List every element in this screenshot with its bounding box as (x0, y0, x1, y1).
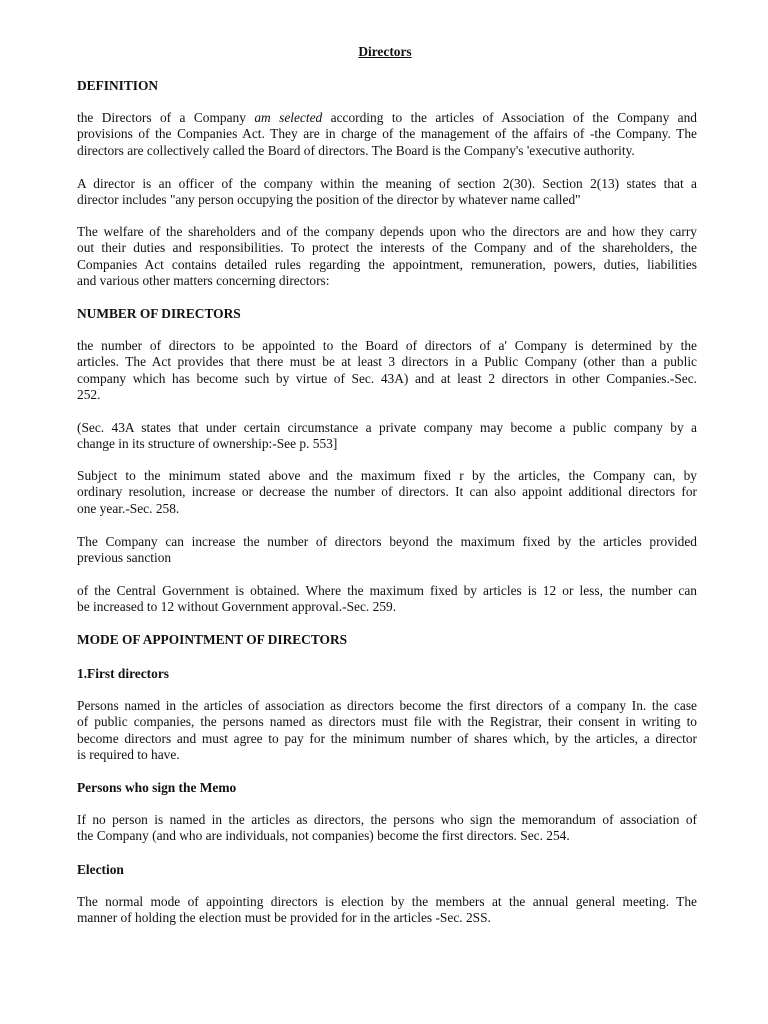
paragraph-line: company which has become such by virtue of Sec. 43A) and at least 2 directors in other Companies.-Sec. (77, 370, 697, 386)
paragraph-line: one year.-Sec. 258. (77, 500, 180, 516)
paragraph-line: the Directors of a Company am selected according to the articles of Association of the Company and (77, 110, 697, 125)
paragraph-line: Persons named in the articles of association as directors become the first directors of a company In. the case (77, 698, 697, 713)
subheading-persons-who-sign-memo: Persons who sign the Memo (77, 780, 237, 795)
paragraph-line: change in its structure of ownership:-See p. 553] (77, 436, 338, 452)
paragraph-line: out their duties and responsibilities. To protect the interests of the Company and of the shareholders, the (77, 240, 697, 256)
paragraph-number-3 (77, 468, 697, 517)
paragraph-number-2 (77, 420, 697, 453)
subheading-first-directors: 1.First directors (77, 666, 169, 681)
paragraph-line: Companies Act contains detailed rules regarding the appointment, remuneration, powers, duties, liabilities (77, 256, 697, 272)
paragraph-line: If no person is named in the articles as directors, the persons who sign the memorandum of association of (77, 812, 697, 827)
paragraph-line: and various other matters concerning directors: (77, 273, 330, 289)
paragraph-line: director includes "any person occupying the position of the director by whatever name called" (77, 192, 581, 208)
paragraph-definition-1 (77, 110, 697, 159)
paragraph-definition-3 (77, 224, 697, 290)
paragraph-line: provisions of the Companies Act. They are in charge of the management of the affairs of -the Company. The (77, 126, 697, 142)
paragraph-line: the number of directors to be appointed to the Board of directors of a' Company is determined by the (77, 338, 697, 353)
paragraph-election (77, 894, 697, 927)
paragraph-line: become directors and must agree to pay for the minimum number of shares which, by the articles, a director (77, 730, 697, 746)
paragraph-line: of public companies, the persons named as directors must file with the Registrar, their consent in writing to (77, 714, 697, 730)
paragraph-line: A director is an officer of the company within the meaning of section 2(30). Section 2(13) states that a (77, 176, 697, 191)
paragraph-line: (Sec. 43A states that under certain circumstance a private company may become a public company by a (77, 420, 697, 435)
paragraph-first-directors (77, 698, 697, 764)
emphasis-text: am selected (254, 110, 323, 125)
paragraph-line: 252. (77, 387, 101, 403)
paragraph-number-5 (77, 583, 697, 616)
paragraph-number-1 (77, 338, 697, 404)
heading-mode-of-appointment: MODE OF APPOINTMENT OF DIRECTORS (77, 632, 348, 647)
paragraph-definition-2 (77, 176, 697, 209)
page-title: Directors (358, 44, 412, 59)
paragraph-line: directors are collectively called the Board of directors. The Board is the Company's 'executive authority. (77, 142, 635, 158)
paragraph-line: Subject to the minimum stated above and the maximum fixed r by the articles, the Company can, by (77, 468, 697, 483)
paragraph-number-4 (77, 534, 697, 567)
subheading-election: Election (77, 862, 124, 877)
paragraph-line: is required to have. (77, 747, 180, 763)
paragraph-line: The welfare of the shareholders and of the company depends upon who the directors are and how they carry (77, 224, 697, 239)
heading-number-of-directors: NUMBER OF DIRECTORS (77, 306, 241, 321)
paragraph-line: the Company (and who are individuals, not companies) become the first directors. Sec. 254. (77, 828, 570, 844)
paragraph-line: of the Central Government is obtained. Where the maximum fixed by articles is 12 or less, the number can (77, 583, 697, 598)
paragraph-line: The normal mode of appointing directors is election by the members at the annual general meeting. The (77, 894, 697, 909)
paragraph-line: be increased to 12 without Government approval.-Sec. 259. (77, 599, 397, 615)
paragraph-line: manner of holding the election must be provided for in the articles -Sec. 2SS. (77, 910, 491, 926)
heading-definition: DEFINITION (77, 78, 159, 93)
paragraph-line: previous sanction (77, 550, 172, 566)
paragraph-line: articles. The Act provides that there must be at least 3 directors in a Public Company (other than a public (77, 354, 697, 370)
paragraph-line: The Company can increase the number of directors beyond the maximum fixed by the articles provided (77, 534, 697, 549)
paragraph-line: ordinary resolution, increase or decrease the number of directors. It can also appoint additional directors for (77, 484, 697, 500)
paragraph-persons-who-sign-memo (77, 812, 697, 845)
